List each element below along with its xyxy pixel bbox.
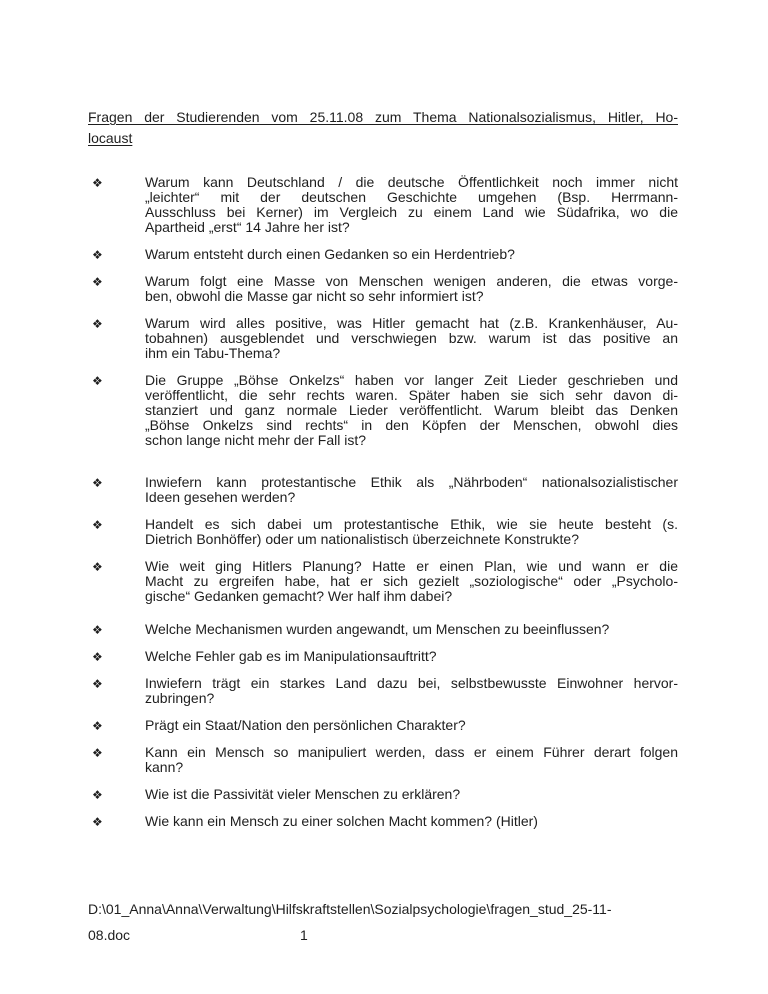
question-text-line: Inwiefern kann protestantische Ethik als „Nährboden“ nationalsozialistischer xyxy=(145,474,678,490)
question-text-line: zubringen? xyxy=(145,690,215,706)
diamond-bullet-icon: ❖ xyxy=(92,815,103,829)
question-text-line: „Böhse Onkelzs sind rechts“ in den Köpfen der Menschen, obwohl dies xyxy=(145,417,678,433)
question-text xyxy=(145,787,678,802)
page-number: 1 xyxy=(300,927,308,943)
diamond-bullet-icon: ❖ xyxy=(92,746,103,760)
diamond-bullet-icon: ❖ xyxy=(92,176,103,190)
question-text xyxy=(145,559,678,604)
question-text-line: veröffentlicht, die sehr rechts waren. Später haben sie sich sehr davon di- xyxy=(145,387,678,403)
question-text-line: Apartheid „erst“ 14 Jahre her ist? xyxy=(145,219,350,235)
question-text-line: Warum kann Deutschland / die deutsche Öffentlichkeit noch immer nicht xyxy=(145,174,678,190)
question-text-line: ben, obwohl die Masse gar nicht so sehr informiert ist? xyxy=(145,288,484,304)
diamond-bullet-icon: ❖ xyxy=(92,317,103,331)
question-text-line: Macht zu ergreifen habe, hat er sich gezielt „soziologische“ oder „Psycholo- xyxy=(145,573,678,589)
question-text xyxy=(145,814,678,829)
question-text xyxy=(145,475,678,505)
question-text xyxy=(145,175,678,235)
question-text-line: ihm ein Tabu-Thema? xyxy=(145,345,281,361)
question-item xyxy=(88,676,678,706)
question-item xyxy=(88,175,678,235)
question-section xyxy=(88,622,678,733)
question-text-line: stanziert und ganz normale Lieder veröffentlicht. Warum bleibt das Denken xyxy=(145,402,678,418)
question-text xyxy=(145,649,678,664)
question-text-line: Welche Fehler gab es im Manipulationsauftritt? xyxy=(145,648,437,664)
question-item xyxy=(88,274,678,304)
question-text-line: Dietrich Bonhöffer) oder um nationalistisch überzeichnete Konstrukte? xyxy=(145,531,579,547)
diamond-bullet-icon: ❖ xyxy=(92,677,103,691)
file-path-line-1: D:\01_Anna\Anna\Verwaltung\Hilfskraftstellen\Sozialpsychologie\fragen_stud_25-11- xyxy=(88,901,612,917)
question-text-line: Wie ist die Passivität vieler Menschen zu erklären? xyxy=(145,786,461,802)
question-text-line: Ideen gesehen werden? xyxy=(145,489,296,505)
question-text-line: Inwiefern trägt ein starkes Land dazu bei, selbstbewusste Einwohner hervor- xyxy=(145,675,678,691)
question-text xyxy=(145,373,678,448)
diamond-bullet-icon: ❖ xyxy=(92,518,103,532)
diamond-bullet-icon: ❖ xyxy=(92,560,103,574)
question-item xyxy=(88,814,678,829)
question-item xyxy=(88,787,678,802)
question-text xyxy=(145,316,678,361)
diamond-bullet-icon: ❖ xyxy=(92,275,103,289)
diamond-bullet-icon: ❖ xyxy=(92,374,103,388)
page-footer xyxy=(88,896,678,948)
question-text-line: Kann ein Mensch so manipuliert werden, dass er einem Führer derart folgen xyxy=(145,744,678,760)
question-text xyxy=(145,247,678,262)
footer-second-line xyxy=(88,922,678,948)
question-section xyxy=(88,247,678,448)
question-item xyxy=(88,517,678,547)
title-line-1: Fragen der Studierenden vom 25.11.08 zum Thema Nationalsozialismus, Hitler, Ho- xyxy=(88,109,678,125)
question-section xyxy=(88,745,678,829)
question-text-line: Prägt ein Staat/Nation den persönlichen Charakter? xyxy=(145,717,466,733)
diamond-bullet-icon: ❖ xyxy=(92,719,103,733)
diamond-bullet-icon: ❖ xyxy=(92,788,103,802)
diamond-bullet-icon: ❖ xyxy=(92,650,103,664)
question-item xyxy=(88,745,678,775)
diamond-bullet-icon: ❖ xyxy=(92,623,103,637)
question-section xyxy=(88,175,678,235)
question-text xyxy=(145,274,678,304)
question-text xyxy=(145,517,678,547)
question-text-line: Ausschluss bei Kerner) im Vergleich zu einem Land wie Südafrika, wo die xyxy=(145,204,678,220)
question-text xyxy=(145,676,678,706)
diamond-bullet-icon: ❖ xyxy=(92,248,103,262)
question-text-line: Die Gruppe „Böhse Onkelzs“ haben vor langer Zeit Lieder geschrieben und xyxy=(145,372,678,388)
question-text-line: gische“ Gedanken gemacht? Wer half ihm dabei? xyxy=(145,588,453,604)
question-text-line: Wie kann ein Mensch zu einer solchen Macht kommen? (Hitler) xyxy=(145,813,538,829)
question-text-line: „leichter“ mit der deutschen Geschichte umgehen (Bsp. Herrmann- xyxy=(145,189,678,205)
question-text-line: Welche Mechanismen wurden angewandt, um Menschen zu beeinflussen? xyxy=(145,621,610,637)
question-item xyxy=(88,316,678,361)
question-item xyxy=(88,649,678,664)
question-text-line: Warum wird alles positive, was Hitler gemacht hat (z.B. Krankenhäuser, Au- xyxy=(145,315,678,331)
question-item xyxy=(88,475,678,505)
question-text-line: kann? xyxy=(145,759,184,775)
question-text-line: Warum entsteht durch einen Gedanken so ein Herdentrieb? xyxy=(145,246,515,262)
question-list xyxy=(88,175,678,829)
question-section xyxy=(88,475,678,604)
title-line-2: locaust xyxy=(88,130,133,146)
question-text-line: Wie weit ging Hitlers Planung? Hatte er einen Plan, wie und wann er die xyxy=(145,558,678,574)
file-path-line-2: 08.doc xyxy=(88,927,131,943)
document-title xyxy=(88,107,678,149)
question-text-line: Warum folgt eine Masse von Menschen wenigen anderen, die etwas vorge- xyxy=(145,273,678,289)
question-item xyxy=(88,373,678,448)
question-item xyxy=(88,622,678,637)
question-text xyxy=(145,745,678,775)
question-item xyxy=(88,559,678,604)
diamond-bullet-icon: ❖ xyxy=(92,476,103,490)
question-text-line: schon lange nicht mehr der Fall ist? xyxy=(145,432,366,448)
question-text-line: Handelt es sich dabei um protestantische Ethik, wie sie heute besteht (s. xyxy=(145,516,678,532)
question-item xyxy=(88,247,678,262)
question-text xyxy=(145,718,678,733)
question-text xyxy=(145,622,678,637)
question-text-line: tobahnen) ausgeblendet und verschwiegen bzw. warum ist das positive an xyxy=(145,330,678,346)
question-item xyxy=(88,718,678,733)
